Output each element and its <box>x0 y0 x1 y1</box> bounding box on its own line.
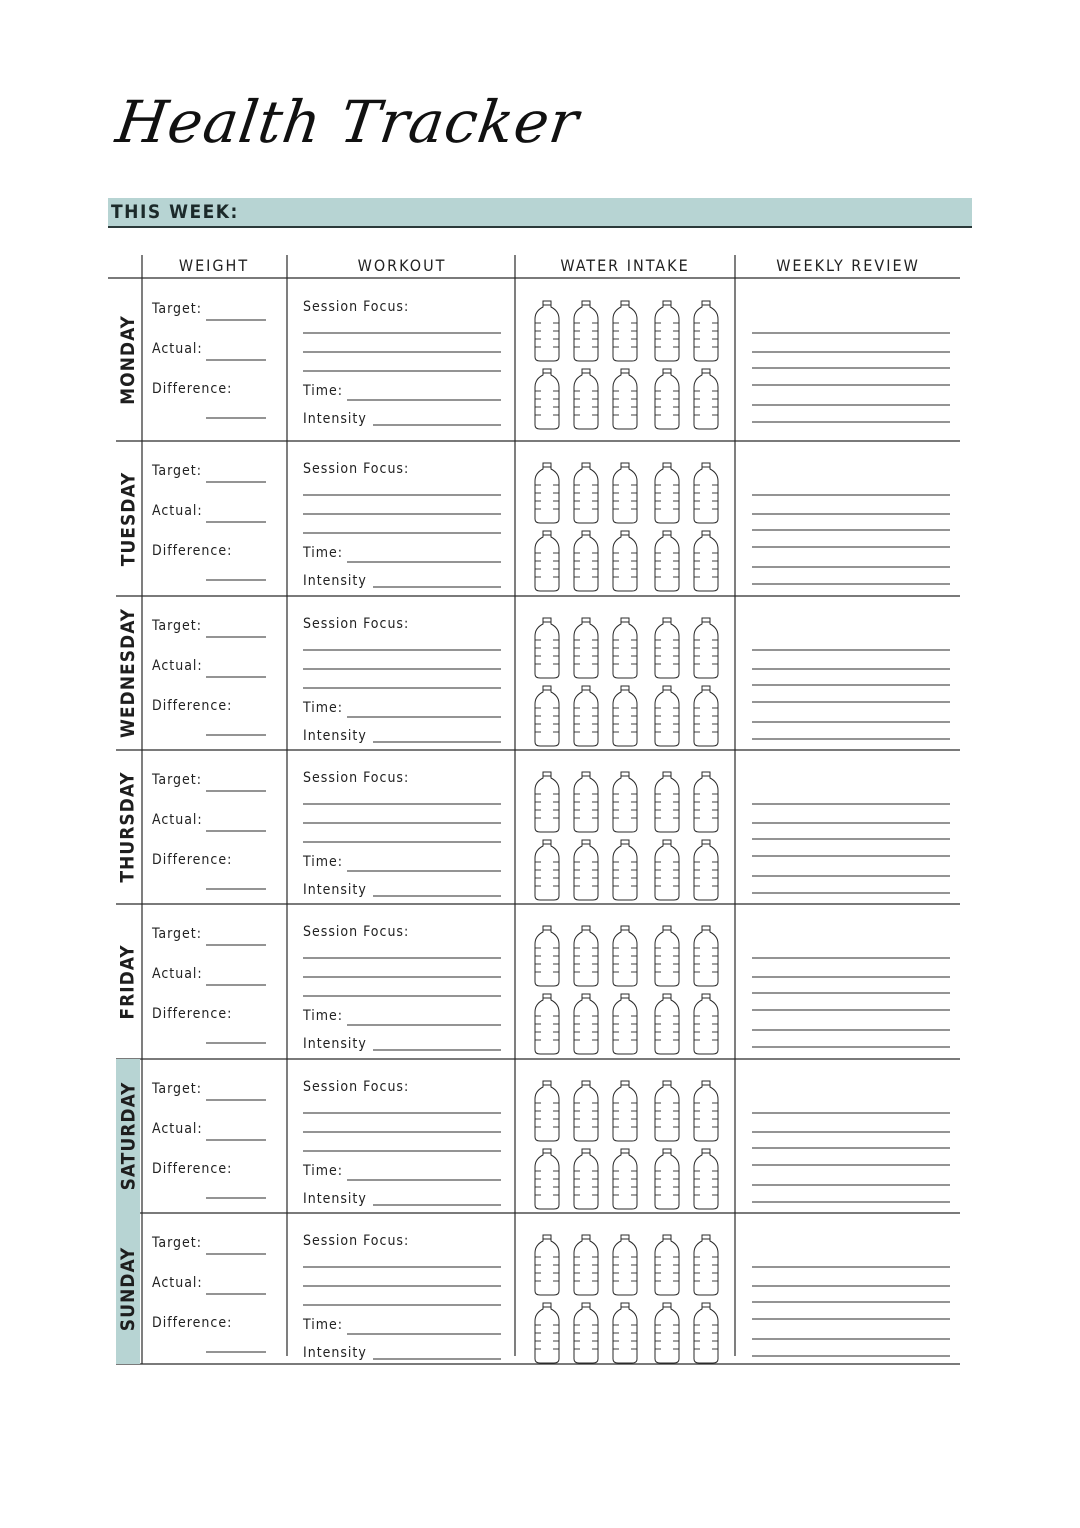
day-name: SUNDAY <box>117 1246 140 1331</box>
workout-session-focus-label: Session Focus: <box>303 299 410 315</box>
weight-target-label: Target: <box>152 926 202 942</box>
water-bottle-icon[interactable] <box>574 369 598 429</box>
workout-session-focus-label: Session Focus: <box>303 616 410 632</box>
water-bottle-icon[interactable] <box>694 1235 718 1295</box>
water-bottle-icon[interactable] <box>694 301 718 361</box>
column-header-water-intake: WATER INTAKE <box>560 256 690 275</box>
water-bottle-icon[interactable] <box>694 369 718 429</box>
workout-session-focus-label: Session Focus: <box>303 1233 410 1249</box>
workout-intensity-label: Intensity <box>303 728 367 744</box>
water-bottle-icon[interactable] <box>535 686 559 746</box>
water-bottle-icon[interactable] <box>694 840 718 900</box>
workout-time-label: Time: <box>303 1317 344 1333</box>
water-bottle-icon[interactable] <box>694 686 718 746</box>
water-bottle-icon[interactable] <box>574 531 598 591</box>
weight-difference-label: Difference: <box>152 698 233 714</box>
water-bottle-icon[interactable] <box>574 1081 598 1141</box>
water-bottle-icon[interactable] <box>694 772 718 832</box>
water-bottle-icon[interactable] <box>613 1235 637 1295</box>
water-bottle-icon[interactable] <box>613 686 637 746</box>
water-bottle-icon[interactable] <box>535 1235 559 1295</box>
water-bottle-icon[interactable] <box>655 369 679 429</box>
weight-actual-label: Actual: <box>152 341 203 357</box>
water-bottle-icon[interactable] <box>613 772 637 832</box>
workout-session-focus-label: Session Focus: <box>303 924 410 940</box>
water-bottle-icon[interactable] <box>655 772 679 832</box>
water-bottle-icon[interactable] <box>694 926 718 986</box>
weight-actual-label: Actual: <box>152 1121 203 1137</box>
water-bottle-icon[interactable] <box>655 531 679 591</box>
workout-intensity-label: Intensity <box>303 411 367 427</box>
water-bottle-icon[interactable] <box>655 463 679 523</box>
workout-intensity-label: Intensity <box>303 1191 367 1207</box>
water-bottle-icon[interactable] <box>574 1303 598 1363</box>
water-bottle-icon[interactable] <box>694 1303 718 1363</box>
day-name: MONDAY <box>117 315 139 405</box>
weight-actual-label: Actual: <box>152 658 203 674</box>
workout-time-label: Time: <box>303 383 344 399</box>
water-bottle-icon[interactable] <box>574 618 598 678</box>
water-bottle-icon[interactable] <box>613 926 637 986</box>
weight-difference-label: Difference: <box>152 1315 233 1331</box>
weight-target-label: Target: <box>152 618 202 634</box>
water-bottle-icon[interactable] <box>655 1081 679 1141</box>
water-bottle-icon[interactable] <box>694 531 718 591</box>
water-bottle-icon[interactable] <box>655 994 679 1054</box>
water-bottle-icon[interactable] <box>655 301 679 361</box>
water-bottle-icon[interactable] <box>694 994 718 1054</box>
water-bottle-icon[interactable] <box>574 686 598 746</box>
weight-difference-label: Difference: <box>152 1161 233 1177</box>
water-bottle-icon[interactable] <box>535 531 559 591</box>
water-bottle-icon[interactable] <box>613 618 637 678</box>
weight-actual-label: Actual: <box>152 812 203 828</box>
workout-session-focus-label: Session Focus: <box>303 1079 410 1095</box>
water-bottle-icon[interactable] <box>694 1081 718 1141</box>
weight-target-label: Target: <box>152 1235 202 1251</box>
water-bottle-icon[interactable] <box>535 994 559 1054</box>
day-name: THURSDAY <box>117 771 139 883</box>
weight-difference-label: Difference: <box>152 1006 233 1022</box>
weight-target-label: Target: <box>152 772 202 788</box>
water-bottle-icon[interactable] <box>535 463 559 523</box>
water-bottle-icon[interactable] <box>535 618 559 678</box>
water-bottle-icon[interactable] <box>613 531 637 591</box>
water-bottle-icon[interactable] <box>535 772 559 832</box>
day-name: TUESDAY <box>117 471 140 566</box>
column-header-weekly-review: WEEKLY REVIEW <box>776 256 920 275</box>
day-label-thursday <box>116 750 140 904</box>
water-bottle-icon[interactable] <box>613 463 637 523</box>
weight-actual-label: Actual: <box>152 1275 203 1291</box>
weight-target-label: Target: <box>152 1081 202 1097</box>
water-bottle-icon[interactable] <box>613 840 637 900</box>
column-header-workout: WORKOUT <box>357 256 447 275</box>
day-label-monday <box>116 279 140 441</box>
workout-time-label: Time: <box>303 854 344 870</box>
day-label-tuesday <box>116 441 140 596</box>
day-label-saturday <box>116 1059 140 1213</box>
day-name: SATURDAY <box>117 1081 140 1191</box>
water-bottle-icon[interactable] <box>613 1303 637 1363</box>
workout-time-label: Time: <box>303 545 344 561</box>
water-bottle-icon[interactable] <box>694 1149 718 1209</box>
workout-time-label: Time: <box>303 1008 344 1024</box>
day-label-wednesday <box>116 596 140 750</box>
water-bottle-icon[interactable] <box>535 1149 559 1209</box>
workout-session-focus-label: Session Focus: <box>303 770 410 786</box>
water-bottle-icon[interactable] <box>613 369 637 429</box>
water-bottle-icon[interactable] <box>613 1149 637 1209</box>
workout-session-focus-label: Session Focus: <box>303 461 410 477</box>
water-bottle-icon[interactable] <box>574 1149 598 1209</box>
workout-intensity-label: Intensity <box>303 1345 367 1361</box>
water-bottle-icon[interactable] <box>574 994 598 1054</box>
water-bottle-icon[interactable] <box>535 1303 559 1363</box>
water-bottle-icon[interactable] <box>655 618 679 678</box>
water-bottle-icon[interactable] <box>694 463 718 523</box>
weight-target-label: Target: <box>152 301 202 317</box>
day-label-sunday <box>116 1213 140 1364</box>
weight-actual-label: Actual: <box>152 503 203 519</box>
water-bottle-icon[interactable] <box>694 618 718 678</box>
weight-difference-label: Difference: <box>152 852 233 868</box>
water-bottle-icon[interactable] <box>613 301 637 361</box>
day-label-friday <box>116 904 140 1059</box>
page-title: Health Tracker <box>112 88 584 156</box>
water-bottle-icon[interactable] <box>574 1235 598 1295</box>
water-bottle-icon[interactable] <box>574 840 598 900</box>
water-bottle-icon[interactable] <box>655 1149 679 1209</box>
water-bottle-icon[interactable] <box>613 1081 637 1141</box>
day-name: FRIDAY <box>117 943 139 1020</box>
water-bottle-icon[interactable] <box>655 840 679 900</box>
water-bottle-icon[interactable] <box>574 772 598 832</box>
water-bottle-icon[interactable] <box>535 369 559 429</box>
workout-intensity-label: Intensity <box>303 1036 367 1052</box>
water-bottle-icon[interactable] <box>535 926 559 986</box>
this-week-label: THIS WEEK: <box>111 201 239 223</box>
water-bottle-icon[interactable] <box>535 301 559 361</box>
workout-time-label: Time: <box>303 700 344 716</box>
water-bottle-icon[interactable] <box>574 301 598 361</box>
water-bottle-icon[interactable] <box>655 926 679 986</box>
water-bottle-icon[interactable] <box>613 994 637 1054</box>
water-bottle-icon[interactable] <box>574 926 598 986</box>
day-name: WEDNESDAY <box>117 607 140 739</box>
water-bottle-icon[interactable] <box>655 1303 679 1363</box>
water-bottle-icon[interactable] <box>535 840 559 900</box>
water-bottle-icon[interactable] <box>574 463 598 523</box>
water-bottle-icon[interactable] <box>655 686 679 746</box>
water-bottle-icon[interactable] <box>535 1081 559 1141</box>
workout-intensity-label: Intensity <box>303 882 367 898</box>
workout-time-label: Time: <box>303 1163 344 1179</box>
workout-intensity-label: Intensity <box>303 573 367 589</box>
column-header-weight: WEIGHT <box>178 256 250 275</box>
weight-actual-label: Actual: <box>152 966 203 982</box>
weight-difference-label: Difference: <box>152 543 233 559</box>
weight-target-label: Target: <box>152 463 202 479</box>
weight-difference-label: Difference: <box>152 381 233 397</box>
water-bottle-icon[interactable] <box>655 1235 679 1295</box>
